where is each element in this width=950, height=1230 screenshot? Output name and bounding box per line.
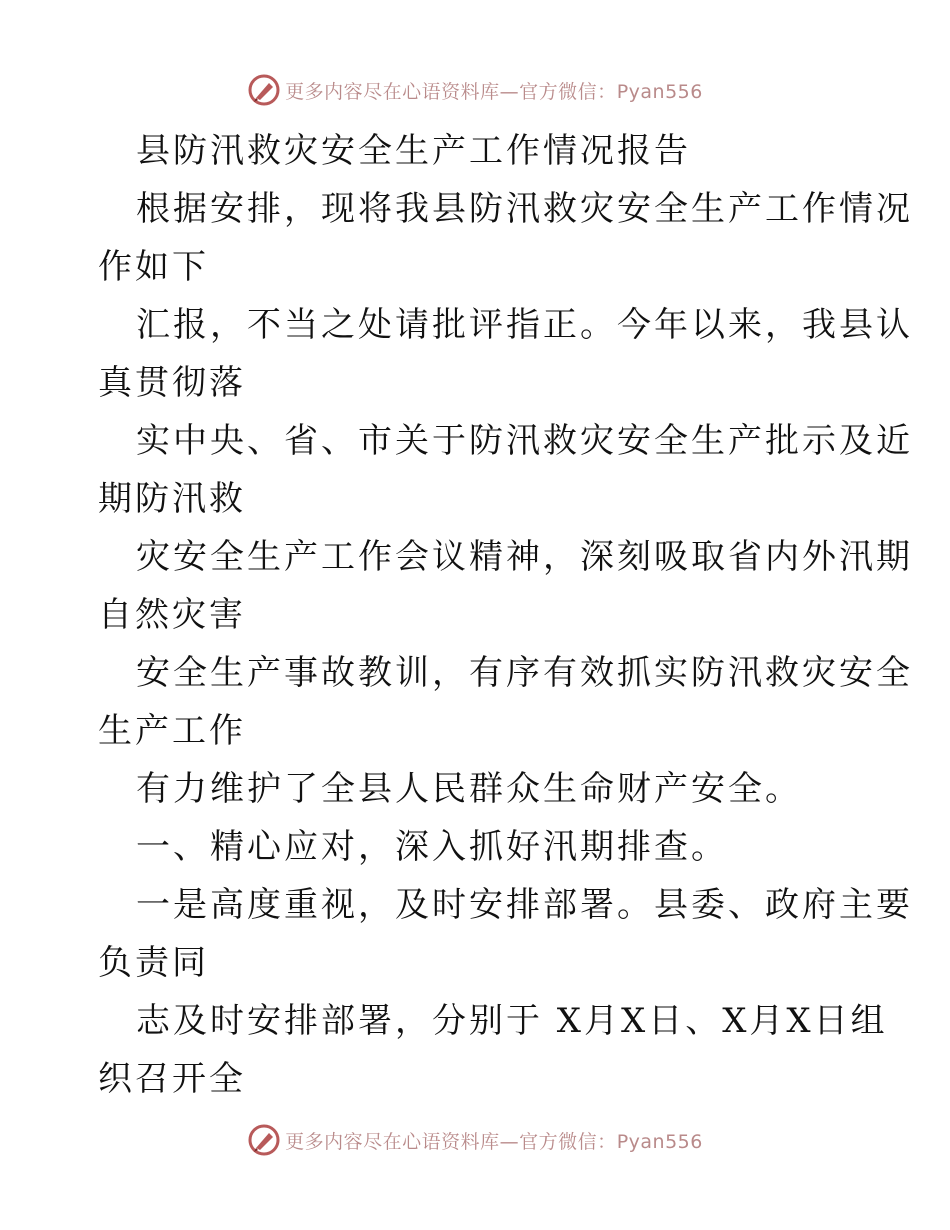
document-line: 作如下 — [98, 247, 209, 287]
document-line: 一是高度重视，及时安排部署。县委、政府主要 — [136, 885, 913, 925]
document-line: 有力维护了全县人民群众生命财产安全。 — [136, 769, 802, 809]
document-line: 实中央、省、市关于防汛救灾安全生产批示及近 — [136, 421, 913, 461]
document-line: 县防汛救灾安全生产工作情况报告 — [136, 131, 691, 171]
document-line: 灾安全生产工作会议精神，深刻吸取省内外汛期 — [136, 537, 913, 577]
document-line: 期防汛救 — [98, 479, 246, 519]
document-line: 自然灾害 — [98, 595, 246, 635]
watermark-wechat-label: 官方微信： — [519, 1130, 617, 1153]
watermark-site-text: 更多内容尽在心语资料库 — [285, 80, 500, 103]
watermark-wechat-id: Pyan556 — [616, 80, 703, 103]
watermark-wechat-label: 官方微信： — [519, 80, 617, 103]
watermark-wechat-id: Pyan556 — [616, 1130, 703, 1153]
document-line: 根据安排，现将我县防汛救灾安全生产工作情况 — [136, 189, 913, 229]
document-body — [98, 122, 913, 1108]
document-line: 真贯彻落 — [98, 363, 246, 403]
document-line: 一、精心应对，深入抓好汛期排查。 — [136, 827, 728, 867]
document-line: 负责同 — [98, 943, 209, 983]
watermark-site-text: 更多内容尽在心语资料库 — [285, 1130, 500, 1153]
watermark-separator: — — [499, 1130, 520, 1153]
document-line: 安全生产事故教训，有序有效抓实防汛救灾安全 — [136, 653, 913, 693]
watermark-separator: — — [499, 80, 520, 103]
watermark-banner-top — [0, 70, 950, 110]
document-line: 织召开全 — [98, 1059, 246, 1099]
pen-logo-icon — [247, 73, 281, 107]
watermark-banner-bottom — [0, 1120, 950, 1160]
document-line: 生产工作 — [98, 711, 246, 751]
document-line: 汇报，不当之处请批评指正。今年以来，我县认 — [136, 305, 913, 345]
document-line: 志及时安排部署，分别于 X月X日、X月X日组 — [136, 1001, 888, 1041]
pen-logo-icon — [247, 1123, 281, 1157]
